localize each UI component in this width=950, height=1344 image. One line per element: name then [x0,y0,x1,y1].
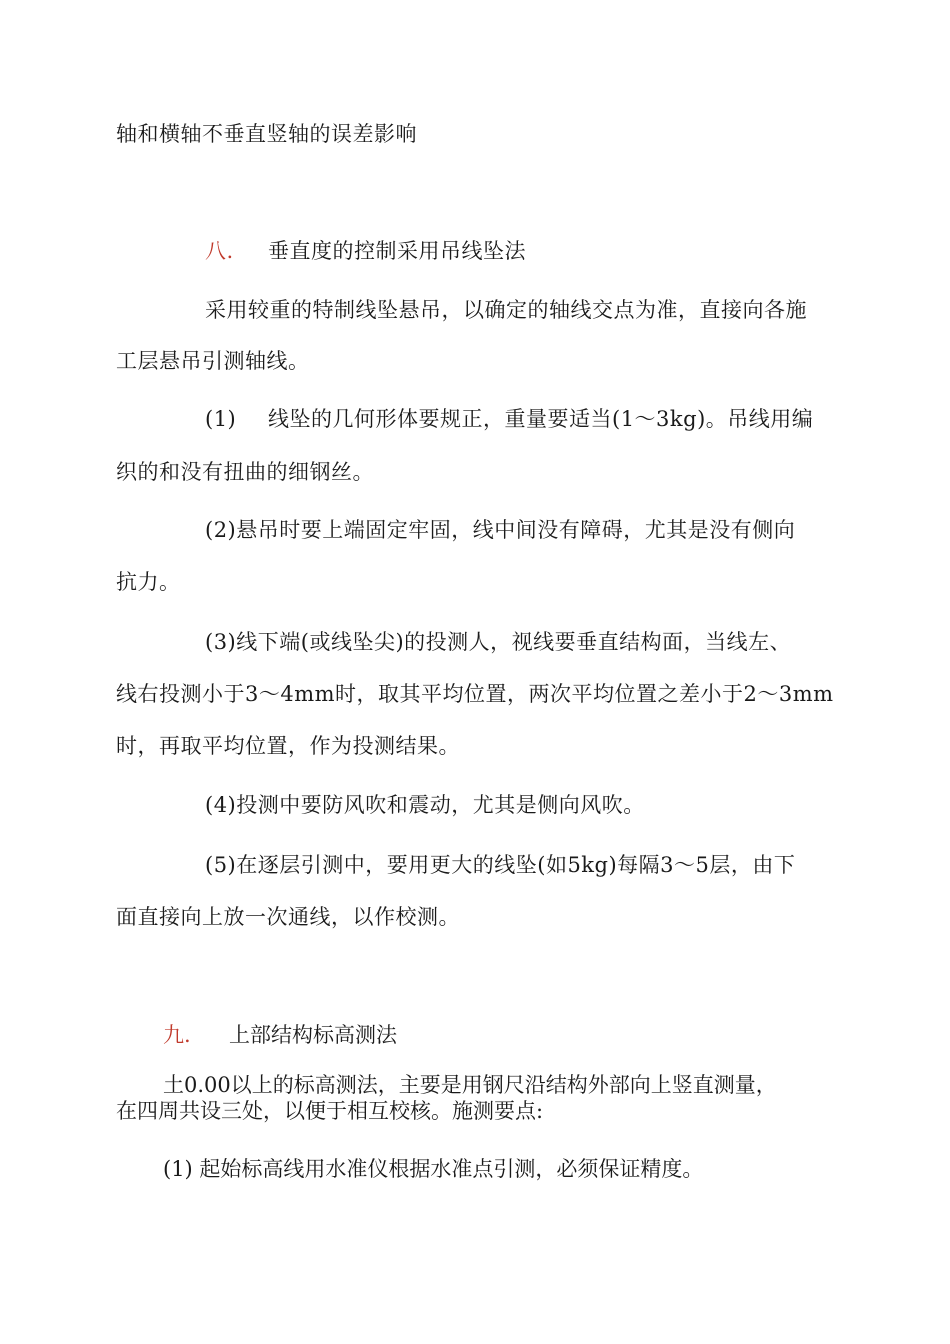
section-8-heading [205,237,234,265]
paragraph-line: 采用较重的特制线坠悬吊，以确定的轴线交点为准，直接向各施 [205,298,807,322]
text-line: 轴和横轴不垂直竖轴的误差影响 [116,122,417,146]
section-9-heading [163,1021,191,1049]
paragraph-line: 时，再取平均位置，作为投测结果。 [116,734,460,758]
section-9-number: 九. [163,1023,191,1047]
paragraph-line: 工层悬吊引测轴线。 [116,349,310,373]
paragraph-line: 线右投测小于3～4mm时，取其平均位置，两次平均位置之差小于2～3mm [116,682,834,706]
section-8-title: 垂直度的控制采用吊线坠法 [268,239,526,263]
list-item-2: (2)悬吊时要上端固定牢固，线中间没有障碍，尤其是没有侧向 [205,518,796,542]
section-9-title: 上部结构标高测法 [229,1023,397,1047]
paragraph-line: 织的和没有扭曲的细钢丝。 [116,460,374,484]
list-item-1-text: 线坠的几何形体要规正，重量要适当(1～3kg)。吊线用编 [268,407,814,431]
list-item-4: (4)投测中要防风吹和震动，尤其是侧向风吹。 [205,793,645,817]
section-8-number: 八. [205,239,234,263]
paragraph-line: 土0.00以上的标高测法，主要是用钢尺沿结构外部向上竖直测量， [163,1073,777,1097]
list-item-1-number: (1) [205,407,237,431]
paragraph-line: 在四周共设三处，以便于相互校核。施测要点: [116,1099,544,1123]
list-item-1-elevation: (1) 起始标高线用水准仪根据水准点引测，必须保证精度。 [163,1157,704,1181]
paragraph-line: 抗力。 [116,570,181,594]
list-item-5: (5)在逐层引测中，要用更大的线坠(如5kg)每隔3～5层，由下 [205,853,796,877]
paragraph-line: 面直接向上放一次通线，以作校测。 [116,905,460,929]
list-item-3: (3)线下端(或线坠尖)的投测人，视线要垂直结构面，当线左、 [205,630,792,654]
